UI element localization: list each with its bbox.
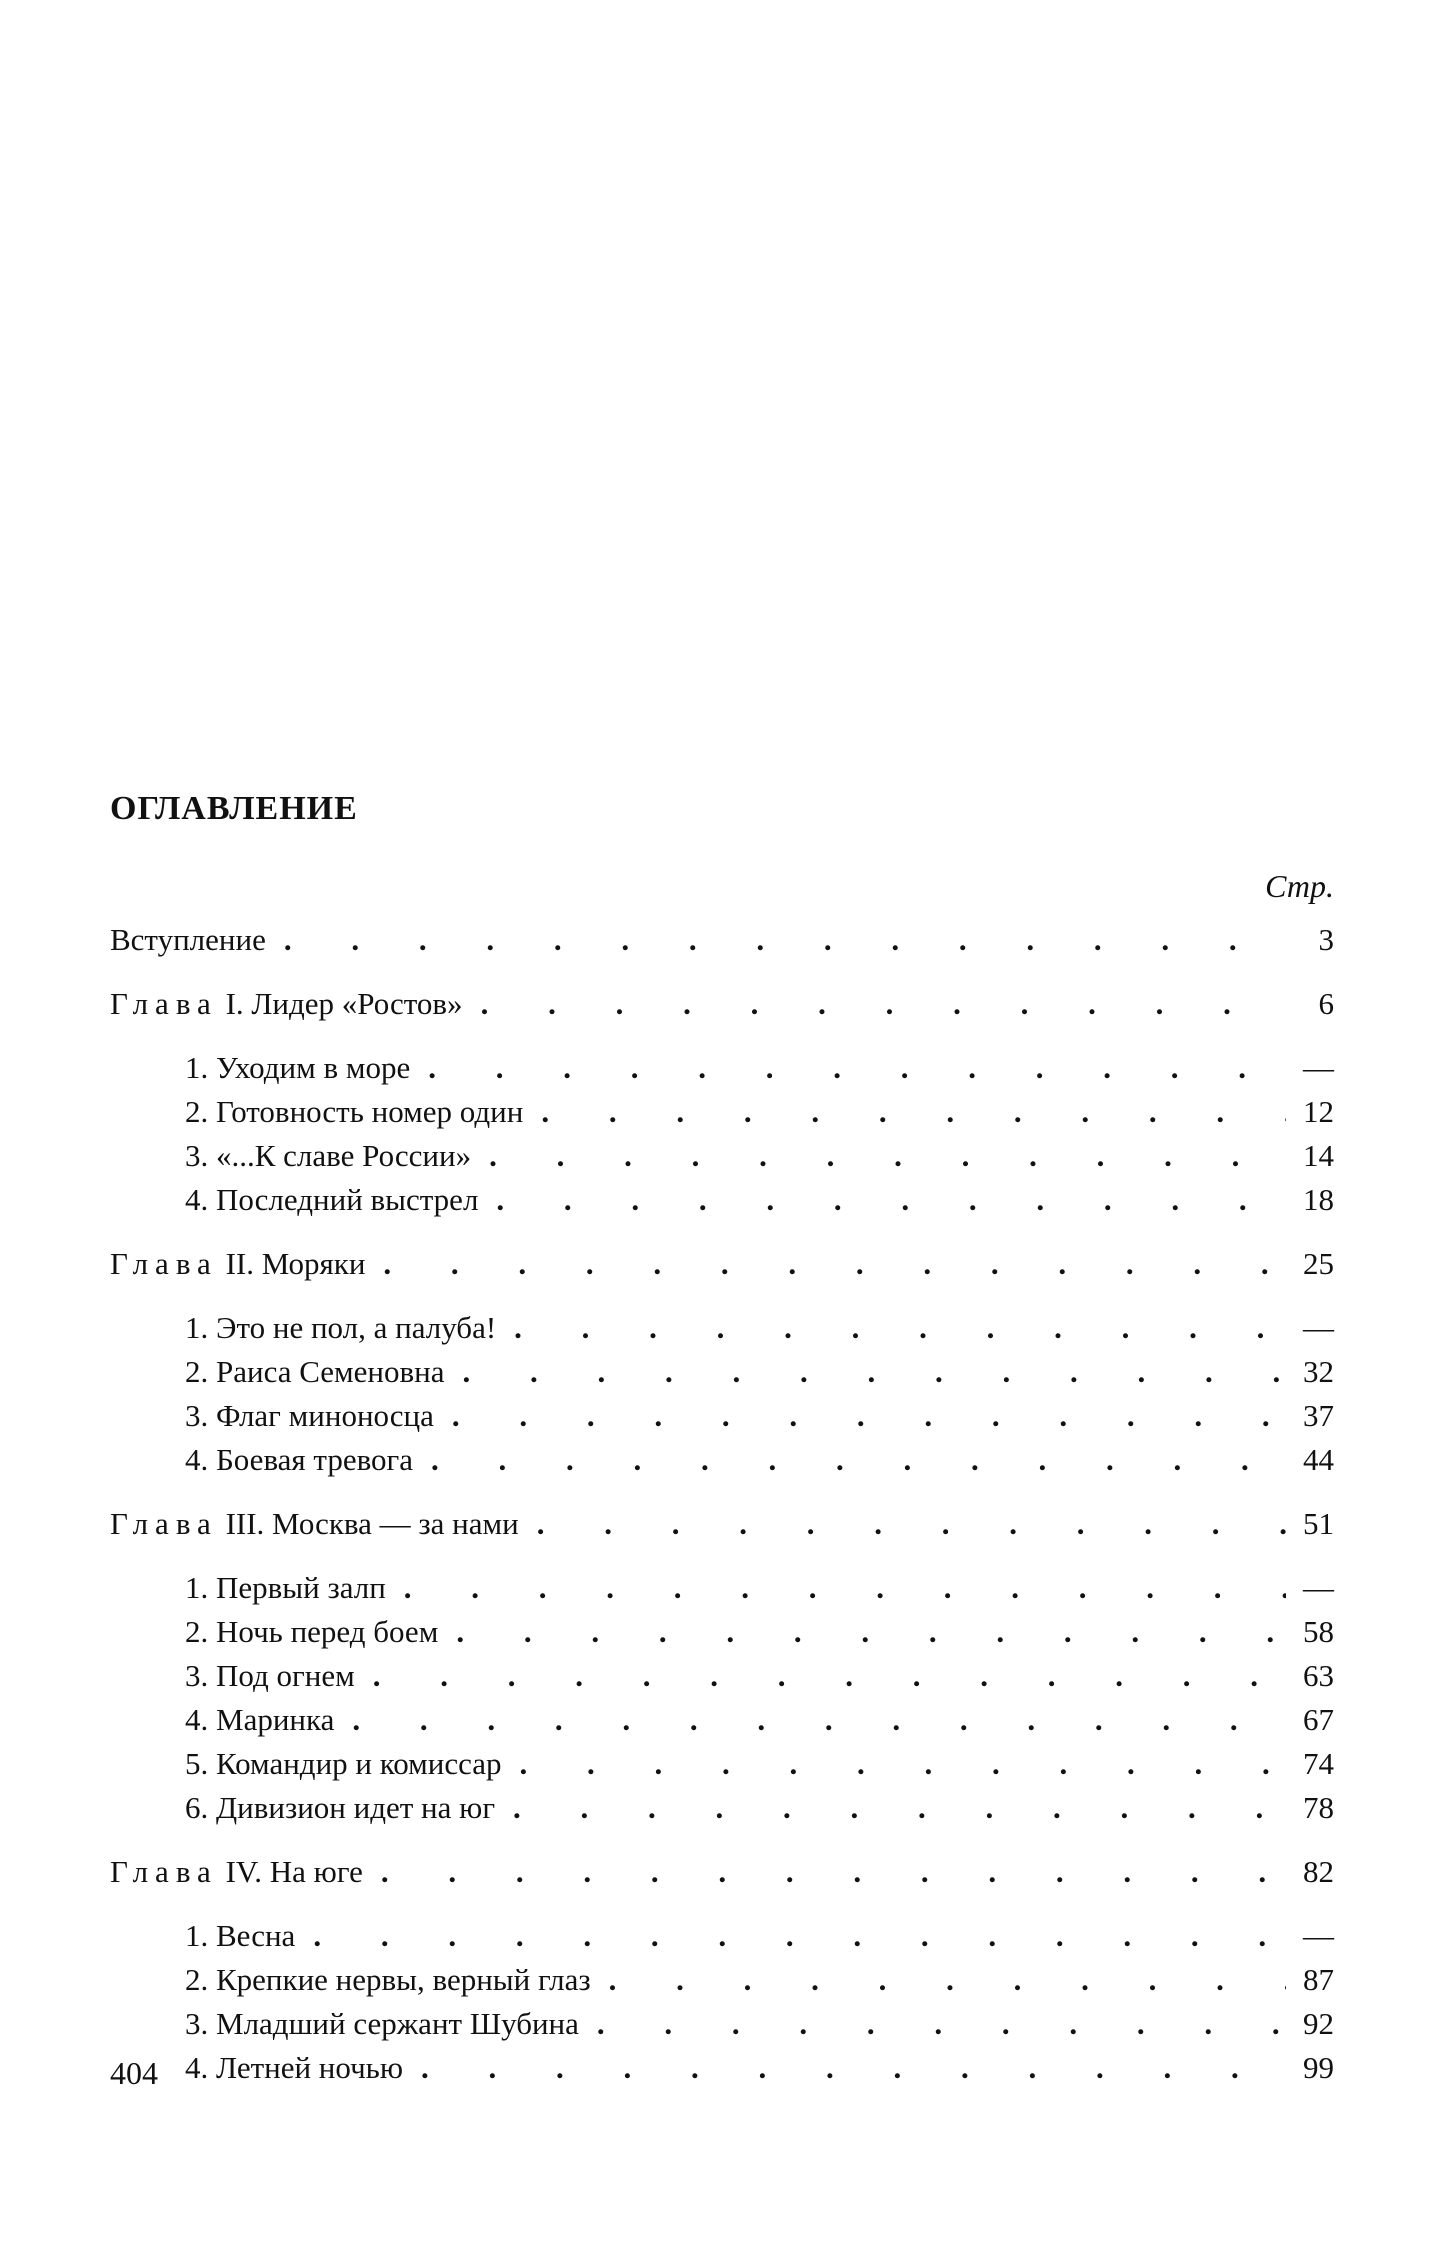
dot-leader [514,1306,1286,1350]
toc-entry-label: 3. Под огнем [185,1658,355,1693]
toc-page-number: 63 [1303,1658,1334,1693]
toc-page-number: 6 [1318,986,1334,1021]
toc-page-number: — [1303,1310,1334,1345]
toc-section-entry [110,1566,1334,1610]
chapter-title: II. Моряки [225,1246,366,1281]
toc-page-number: 14 [1303,1138,1334,1173]
toc-entry-label: 1. Уходим в море [185,1050,411,1085]
toc-entry-label: 4. Маринка [185,1702,335,1737]
toc-page-number: 25 [1303,1246,1334,1281]
toc-page-number: 87 [1303,1962,1334,1997]
toc-section-entry [110,1698,1334,1742]
chapter-prefix: Глава [110,986,218,1021]
toc-section-entry [110,1046,1334,1090]
toc-page-number: 82 [1303,1854,1334,1889]
table-of-contents [110,918,1334,2090]
toc-entry-label: 1. Это не пол, а палуба! [185,1310,497,1345]
toc-entry-label: 1. Весна [185,1918,296,1953]
toc-page-number: — [1303,1918,1334,1953]
toc-section-entry [110,1350,1334,1394]
dot-leader [452,1394,1286,1438]
chapter-prefix: Глава [110,1854,218,1889]
toc-entry-label [110,1242,383,1286]
toc-section-entry [110,1786,1334,1830]
toc-entry-label: 4. Последний выстрел [185,1182,479,1217]
toc-page-number: 78 [1303,1790,1334,1825]
dot-leader [373,1654,1286,1698]
dot-leader [541,1090,1286,1134]
toc-chapter-entry [110,1502,1334,1546]
dot-leader [456,1610,1286,1654]
toc-entry-label: 3. Флаг миноносца [185,1398,434,1433]
chapter-prefix: Глава [110,1506,218,1541]
dot-leader [352,1698,1286,1742]
dot-leader [431,1438,1286,1482]
dot-leader [381,1850,1286,1894]
chapter-prefix: Глава [110,1246,218,1281]
toc-section-entry [110,1958,1334,2002]
toc-entry-label [110,1850,381,1894]
toc-section-entry [110,1742,1334,1786]
toc-entry-label: 2. Раиса Семеновна [185,1354,445,1389]
dot-leader [428,1046,1286,1090]
toc-page-number: 67 [1303,1702,1334,1737]
dot-leader [383,1242,1286,1286]
toc-entry-label: 5. Командир и комиссар [185,1746,502,1781]
toc-page-number: 74 [1303,1746,1334,1781]
page-column-header: Стр. [1265,868,1334,904]
toc-page-number: — [1303,1570,1334,1605]
chapter-title: IV. На юге [225,1854,363,1889]
toc-entry [110,918,1334,962]
toc-entry-label: 2. Готовность номер один [185,1094,524,1129]
dot-leader [597,2002,1286,2046]
dot-leader [520,1742,1286,1786]
toc-section-entry [110,1134,1334,1178]
toc-entry-label: 3. «...К славе России» [185,1138,472,1173]
toc-page-number: 37 [1303,1398,1334,1433]
toc-section-entry [110,1090,1334,1134]
toc-section-entry [110,1394,1334,1438]
toc-entry-label [110,1502,537,1546]
toc-section-entry [110,1306,1334,1350]
dot-leader [313,1914,1286,1958]
dot-leader [496,1178,1286,1222]
toc-page-number: 99 [1303,2050,1334,2085]
dot-leader [489,1134,1286,1178]
toc-page-number: 58 [1303,1614,1334,1649]
toc-entry-label: 3. Младший сержант Шубина [185,2006,579,2041]
toc-entry-label [110,982,481,1026]
toc-entry-label: 6. Дивизион идет на юг [185,1790,496,1825]
dot-leader [609,1958,1286,2002]
toc-section-entry [110,1610,1334,1654]
toc-section-entry [110,1654,1334,1698]
toc-title: ОГЛАВЛЕНИЕ [110,790,358,827]
toc-page-number: 51 [1303,1506,1334,1541]
dot-leader [463,1350,1286,1394]
dot-leader [537,1502,1286,1546]
dot-leader [421,2046,1286,2090]
dot-leader [404,1566,1286,1610]
toc-section-entry [110,2046,1334,2090]
toc-entry-label: 2. Крепкие нервы, верный глаз [185,1962,591,1997]
toc-page-number: 44 [1303,1442,1334,1477]
toc-page-number: 3 [1318,922,1334,957]
toc-entry-label: 4. Летней ночью [185,2050,403,2085]
toc-section-entry [110,1438,1334,1482]
toc-chapter-entry [110,982,1334,1026]
chapter-title: I. Лидер «Ростов» [225,986,463,1021]
dot-leader [513,1786,1286,1830]
toc-page-number: 32 [1303,1354,1334,1389]
chapter-title: III. Москва — за нами [225,1506,519,1541]
toc-entry-label: 4. Боевая тревога [185,1442,414,1477]
toc-page-number: 12 [1303,1094,1334,1129]
toc-entry-label: 1. Первый залп [185,1570,386,1605]
toc-section-entry [110,1914,1334,1958]
toc-section-entry [110,1178,1334,1222]
toc-page-number: — [1303,1050,1334,1085]
dot-leader [284,918,1286,962]
dot-leader [481,982,1286,1026]
toc-entry-label: 2. Ночь перед боем [185,1614,439,1649]
page-number: 404 [110,2055,158,2091]
toc-entry-label: Вступление [110,922,266,957]
toc-chapter-entry [110,1242,1334,1286]
toc-section-entry [110,2002,1334,2046]
toc-page-number: 92 [1303,2006,1334,2041]
toc-chapter-entry [110,1850,1334,1894]
toc-page-number: 18 [1303,1182,1334,1217]
